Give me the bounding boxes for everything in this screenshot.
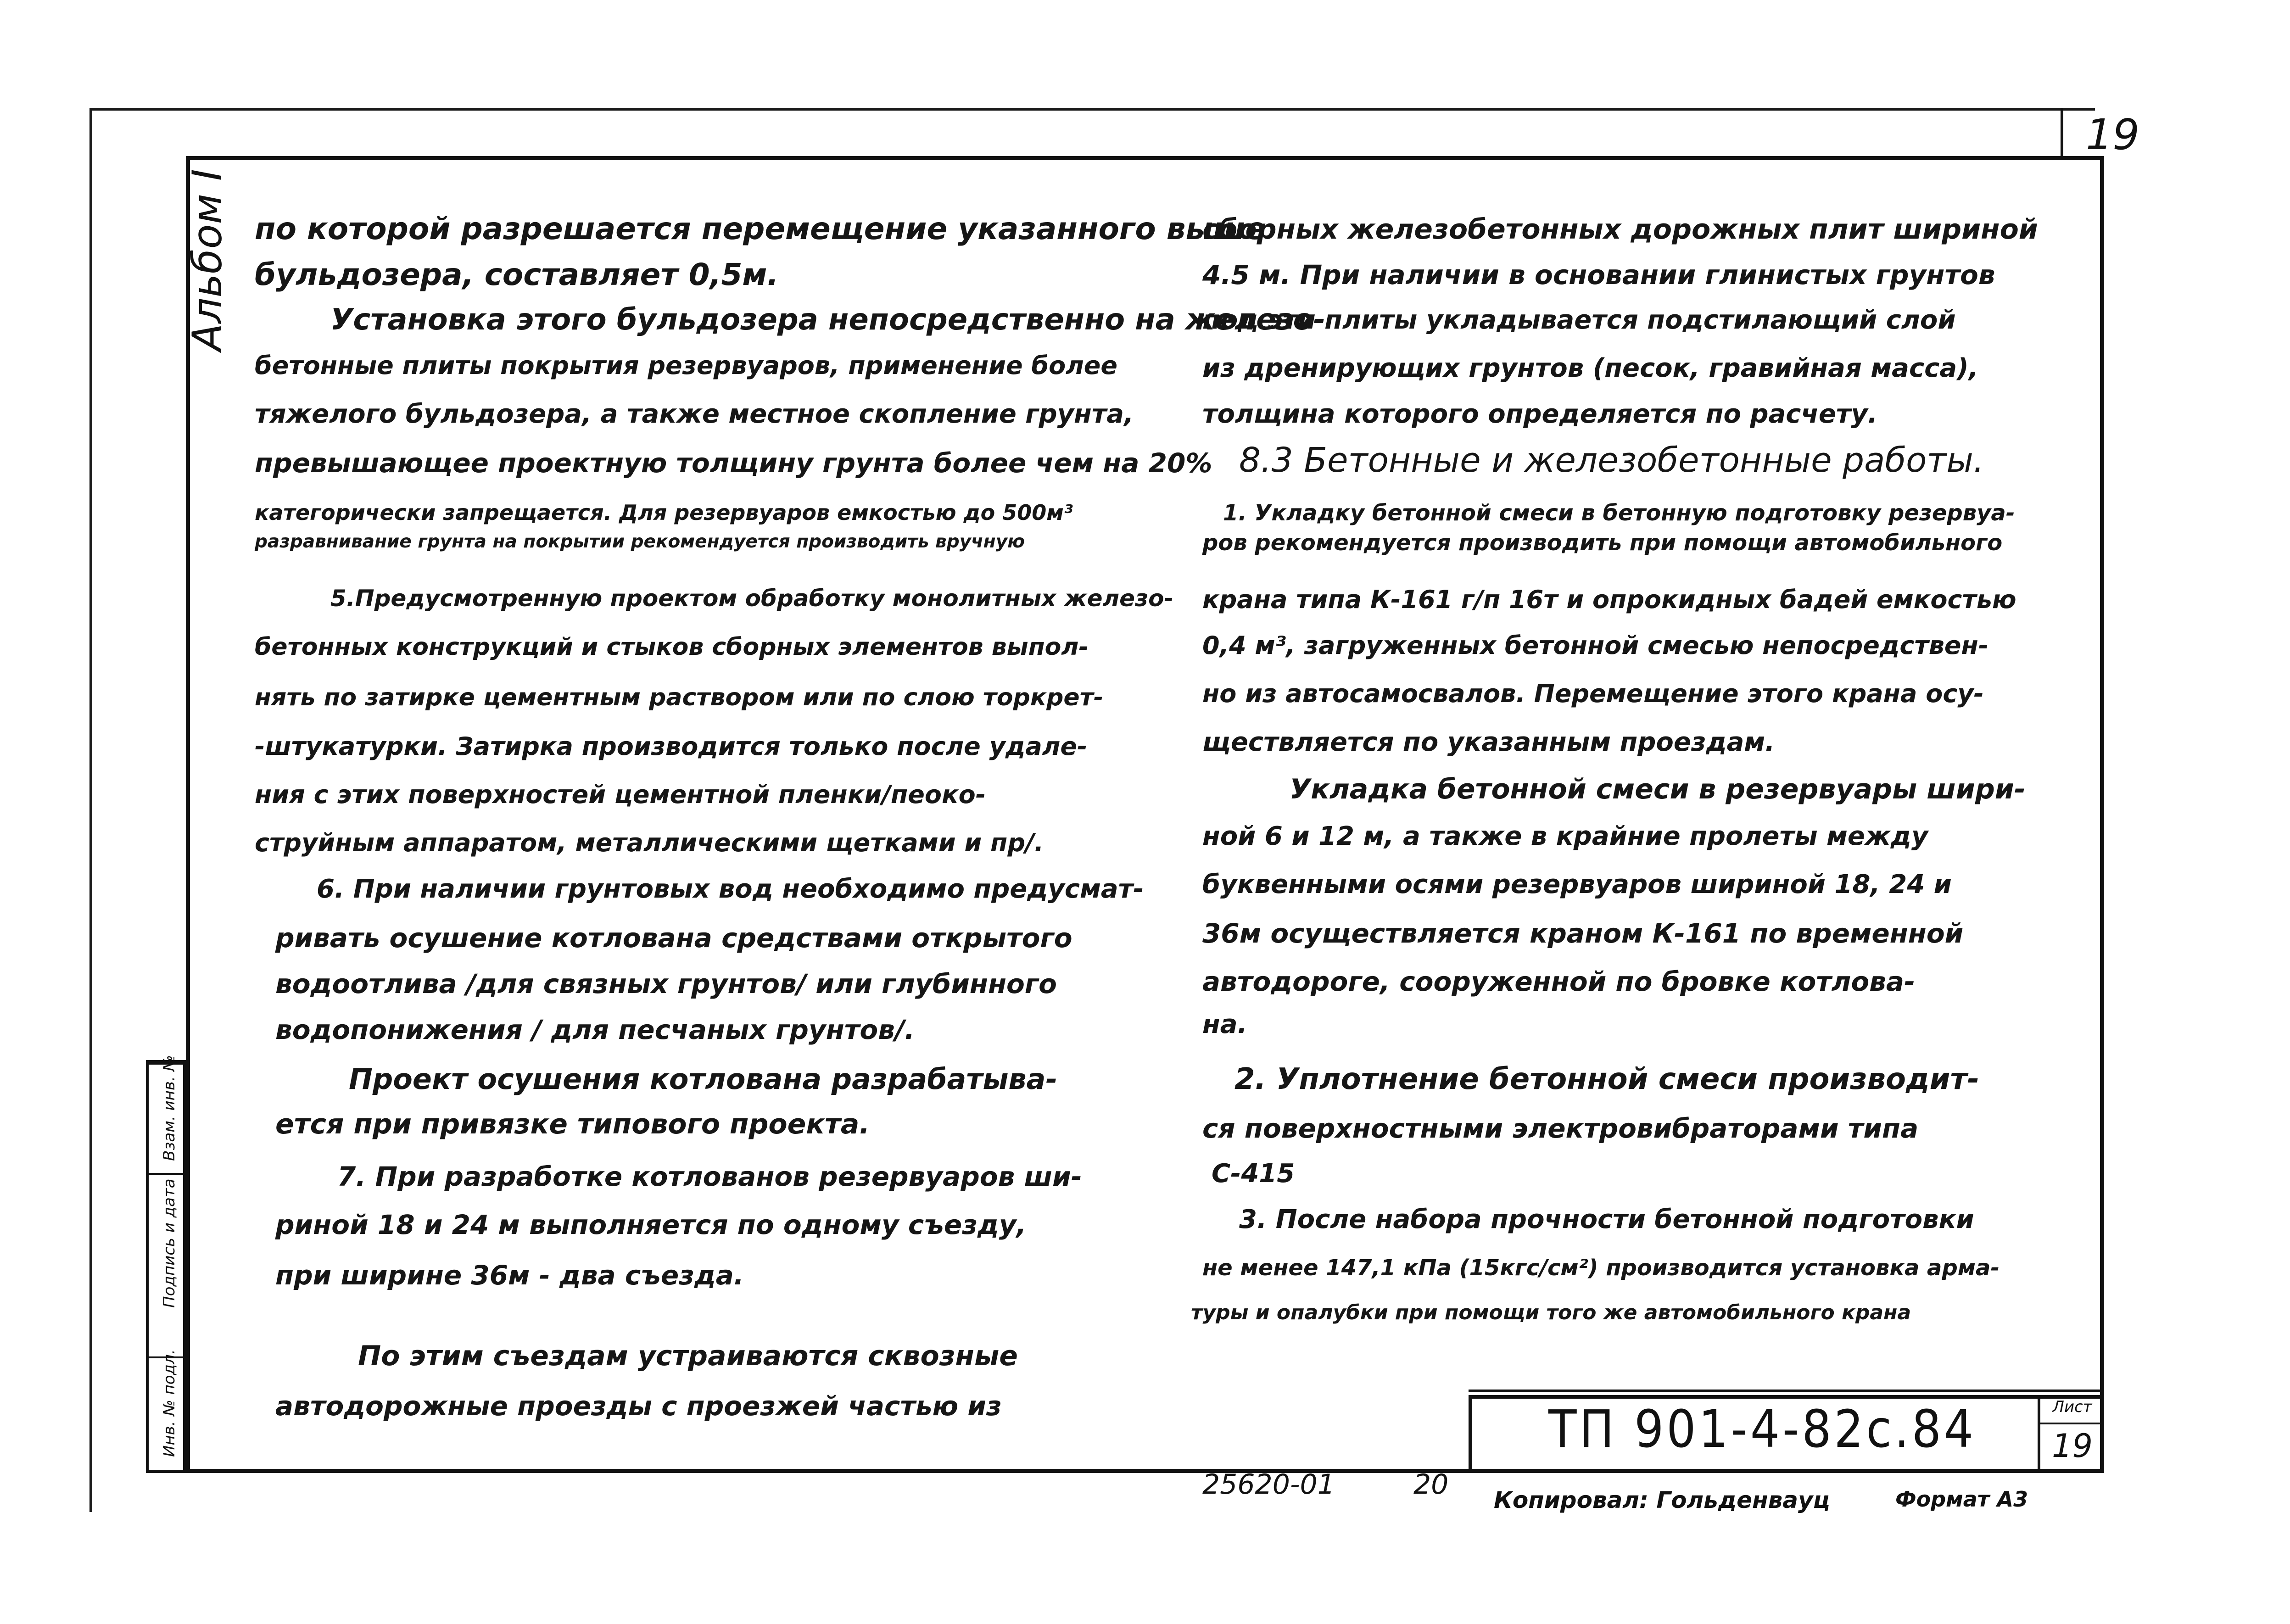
- text-line: 3. После набора прочности бетонной подготовки: [1239, 1205, 1974, 1234]
- archive-number: 25620-01: [1202, 1468, 1335, 1501]
- text-line: буквенными осями резервуаров шириной 18, 24 и: [1202, 870, 1952, 899]
- text-line: бульдозера, составляет 0,5м.: [255, 257, 779, 292]
- album-label: Альбом I: [184, 169, 231, 351]
- copied-by: Копировал: Гольденвауц: [1494, 1487, 1830, 1513]
- text-line: Укладка бетонной смеси в резервуары шири-: [1290, 773, 2026, 805]
- text-line: толщина которого определяется по расчету.: [1202, 399, 1878, 429]
- text-line: 4.5 м. При наличии в основании глинистых грунтов: [1202, 259, 1995, 290]
- text-line: водопонижения / для песчаных грунтов/.: [275, 1014, 915, 1045]
- text-line: при ширине 36м - два съезда.: [275, 1260, 744, 1291]
- section-heading: 8.3 Бетонные и железобетонные работы.: [1239, 441, 1984, 480]
- sheet-separator: [2040, 1423, 2104, 1424]
- text-line: не менее 147,1 кПа (15кгс/см²) производится установка арма-: [1202, 1255, 2000, 1281]
- title-block-sheet: [2038, 1395, 2104, 1473]
- text-line: ров рекомендуется производить при помощи автомобильного: [1202, 530, 2003, 556]
- page-number: 20: [1413, 1468, 1449, 1501]
- text-line: крана типа К-161 г/п 16т и опрокидных бадей емкостью: [1202, 585, 2016, 614]
- text-line: ния с этих поверхностей цементной пленки/пеоко-: [255, 780, 986, 809]
- text-line: С-415: [1212, 1159, 1295, 1189]
- text-line: по которой разрешается перемещение указанного выше: [255, 211, 1266, 246]
- sheet-number: 19: [2086, 110, 2140, 159]
- text-line: 6. При наличии грунтовых вод необходимо предусмат-: [317, 874, 1144, 904]
- sheet-value: 19: [2051, 1427, 2093, 1465]
- text-line: риной 18 и 24 м выполняется по одному съезду,: [275, 1209, 1027, 1240]
- text-line: из дренирующих грунтов (песок, гравийная масса),: [1202, 353, 1978, 383]
- text-line: струйным аппаратом, металлическими щетками и пр/.: [255, 828, 1044, 857]
- strip-label-signature: Подпись и дата: [160, 1178, 179, 1308]
- text-line: тяжелого бульдозера, а также местное скопление грунта,: [255, 399, 1134, 429]
- text-line: 0,4 м³, загруженных бетонной смесью непосредствен-: [1202, 631, 1989, 660]
- sheet-format: Формат А3: [1895, 1487, 2028, 1512]
- text-line: ривать осушение котлована средствами открытого: [275, 922, 1072, 954]
- text-line: бетонные плиты покрытия резервуаров, применение более: [255, 351, 1118, 380]
- text-line: нять по затирке цементным раствором или по слою торкрет-: [255, 684, 1104, 711]
- approval-strip: [146, 1055, 186, 1473]
- text-line: под эти плиты укладывается подстилающий слой: [1202, 305, 1956, 335]
- text-line: ной 6 и 12 м, а также в крайние пролеты между: [1202, 821, 1928, 851]
- sheet-label: Лист: [2052, 1398, 2092, 1416]
- text-line: но из автосамосвалов. Перемещение этого крана осу-: [1202, 679, 1984, 708]
- text-line: 5.Предусмотренную проектом обработку монолитных железо-: [330, 585, 1174, 612]
- strip-label-inventory: Инв. № подл.: [160, 1349, 179, 1457]
- text-line: Проект осушения котлована разрабатыва-: [349, 1062, 1058, 1096]
- text-line: на.: [1202, 1010, 1247, 1039]
- title-block-top-rule: [1469, 1390, 2104, 1392]
- text-line: По этим съездам устраиваются сквозные: [358, 1340, 1018, 1372]
- text-line: ществляется по указанным проездам.: [1202, 727, 1775, 757]
- text-line: сборных железобетонных дорожных плит шириной: [1202, 213, 2038, 246]
- text-line: 2. Уплотнение бетонной смеси производит-: [1234, 1062, 1980, 1096]
- text-line: 1. Укладку бетонной смеси в бетонную подготовку резервуа-: [1223, 500, 2015, 526]
- text-line: 36м осуществляется краном К-161 по временной: [1202, 918, 1964, 949]
- text-line: категорически запрещается. Для резервуаров емкостью до 500м³: [255, 500, 1073, 525]
- document-code: ТП 901-4-82с.84: [1548, 1400, 1977, 1459]
- text-line: туры и опалубки при помощи того же автомобильного крана: [1191, 1301, 1911, 1324]
- text-line: бетонных конструкций и стыков сборных элементов выпол-: [255, 633, 1089, 661]
- text-line: превышающее проектную толщину грунта более чем на 20%: [255, 447, 1212, 479]
- text-line: 7. При разработке котлованов резервуаров ши-: [337, 1161, 1082, 1192]
- text-line: Установка этого бульдозера непосредственно на железо-: [330, 303, 1326, 337]
- text-line: автодороге, сооруженной по бровке котлова-: [1202, 966, 1916, 997]
- text-line: -штукатурки. Затирка производится только после удале-: [255, 732, 1088, 761]
- text-line: автодорожные проезды с проезжей частью из: [275, 1390, 1002, 1422]
- text-line: разравнивание грунта на покрытии рекомендуется производить вручную: [255, 531, 1025, 552]
- strip-label-replacement: Взам. инв. №: [160, 1055, 179, 1161]
- text-line: ется при привязке типового проекта.: [275, 1108, 870, 1140]
- text-line: ся поверхностными электровибраторами типа: [1202, 1113, 1919, 1144]
- text-line: водоотлива /для связных грунтов/ или глубинного: [275, 968, 1057, 999]
